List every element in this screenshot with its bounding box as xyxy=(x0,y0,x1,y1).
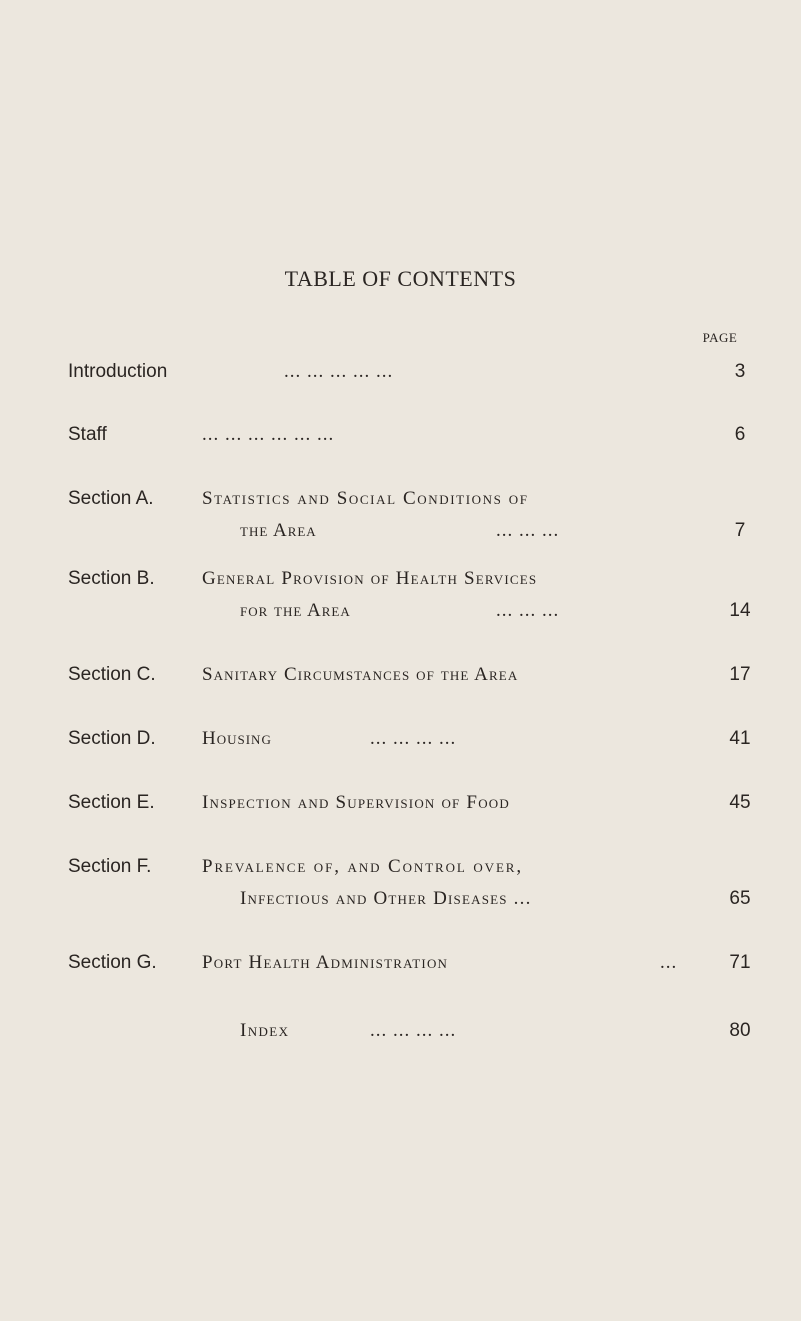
leader-dots: ... xyxy=(660,952,678,973)
entry-label: Section F. xyxy=(68,856,152,877)
page-number: 17 xyxy=(729,664,751,685)
leader-dots: ... ... ... xyxy=(496,600,560,621)
page-title: TABLE OF CONTENTS xyxy=(284,266,517,291)
entry-label: Section A. xyxy=(68,488,154,509)
entry-label: Section B. xyxy=(68,568,155,589)
entry-label: Section E. xyxy=(68,792,155,813)
entry-title-line1: Statistics and Social Conditions of xyxy=(202,488,529,509)
entry-title-line1: Prevalence of, and Control over, xyxy=(202,856,524,877)
entry-label: Section C. xyxy=(68,664,156,685)
page-number: 65 xyxy=(729,888,751,909)
entry-title-line1: General Provision of Health Services xyxy=(202,568,538,589)
page-number: 41 xyxy=(729,728,751,749)
entry-title-line1: Sanitary Circumstances of the Area xyxy=(202,664,519,685)
page-number: 45 xyxy=(729,792,751,813)
entry-label: Introduction xyxy=(68,361,168,382)
page-number: 80 xyxy=(729,1020,751,1041)
leader-dots: ... ... ... ... xyxy=(370,728,457,749)
page-column-header: PAGE xyxy=(702,330,738,345)
entry-title-line2: Infectious and Other Diseases ... xyxy=(240,888,532,909)
entry-label: Section D. xyxy=(68,728,156,749)
page-number: 14 xyxy=(729,600,751,621)
page-number: 6 xyxy=(734,424,746,445)
entry-title-line1: Index xyxy=(240,1020,290,1041)
entry-title-line1: Inspection and Supervision of Food xyxy=(202,792,510,813)
entry-title-line2: for the Area xyxy=(240,600,351,621)
page-number: 7 xyxy=(734,520,746,541)
leader-dots: ... ... ... ... xyxy=(370,1020,457,1041)
leader-dots: ... ... ... xyxy=(496,520,560,541)
entry-title-line2: the Area xyxy=(240,520,317,541)
page-number: 71 xyxy=(729,952,751,973)
entry-title-line1: Housing xyxy=(202,728,272,749)
leader-dots: ... ... ... ... ... ... xyxy=(202,424,335,445)
page-number: 3 xyxy=(734,361,746,382)
entry-label: Staff xyxy=(68,424,107,445)
leader-dots: ... ... ... ... ... xyxy=(284,361,394,382)
entry-title-line1: Port Health Administration xyxy=(202,952,449,973)
entry-label: Section G. xyxy=(68,952,157,973)
